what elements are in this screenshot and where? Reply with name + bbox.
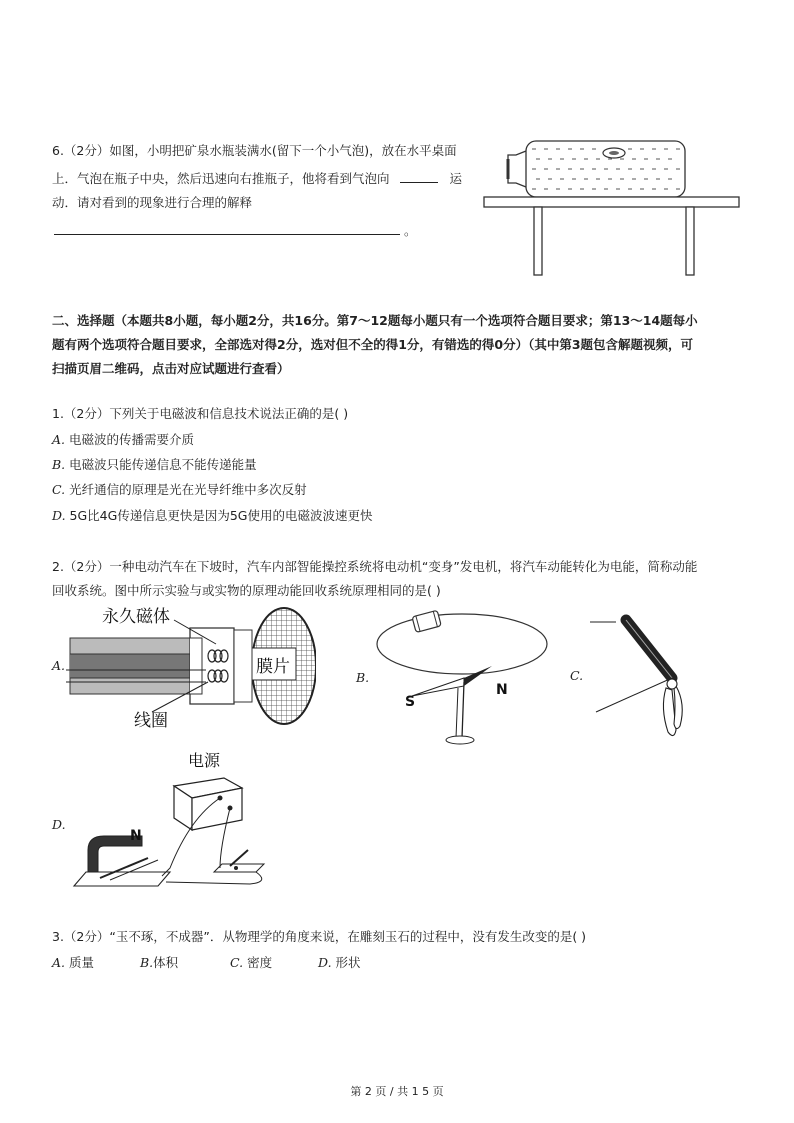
q2-option-d-label[interactable]: D. — [52, 817, 66, 832]
coil-label: 线圈 — [134, 711, 168, 730]
q2-stem-line2: 回收系统。图中所示实验与或实物的原理动能回收系统原理相同的是( ) — [52, 583, 441, 598]
q6-line3: 动．请对看到的现象进行合理的解释 — [52, 195, 253, 210]
q1-option-d[interactable]: D. 5G比4G传递信息更快是因为5G使用的电磁波波速更快 — [52, 508, 373, 523]
q2-stem-line1: 2.（2分）一种电动汽车在下坡时，汽车内部智能操控系统将电动机“变身”发电机，将汽车动能转化为电能，简称动能 — [52, 559, 698, 574]
magnet-north-label: N — [130, 828, 142, 844]
q3-option-a[interactable]: A. 质量 — [52, 955, 95, 970]
q6-end-mark: 。 — [404, 223, 417, 238]
permanent-magnet-label: 永久磁体 — [102, 607, 170, 627]
q3-option-b[interactable]: B.体积 — [140, 955, 179, 970]
q6-answer-blank-1[interactable] — [400, 182, 438, 183]
q6-line1: 6.（2分）如图，小明把矿泉水瓶装满水(留下一个小气泡)，放在水平桌面 — [52, 143, 457, 158]
section2-header-line3: 扫描页眉二维码，点击对应试题进行查看） — [52, 361, 290, 376]
section2-header-line2: 题有两个选项符合题目要求，全部选对得2分，选对但不全的得1分，有错选的得0分）（其中第3题包含解题视频，可 — [52, 337, 694, 352]
q1-option-a[interactable]: A. 电磁波的传播需要介质 — [52, 432, 195, 447]
q3-option-c[interactable]: C. 密度 — [230, 955, 273, 970]
q6-answer-blank-2[interactable] — [54, 222, 400, 235]
motor-circuit-figure — [70, 748, 270, 896]
q3-stem: 3.（2分）“玉不琢，不成器”．从物理学的角度来说，在雕刻玉石的过程中，没有发生改变的是( ) — [52, 929, 587, 944]
page-footer: 第 2 页 / 共 1 5 页 — [350, 1085, 444, 1098]
microphone-figure — [66, 600, 316, 730]
q2-option-c-label[interactable]: C. — [570, 668, 584, 683]
q1-option-c[interactable]: C. 光纤通信的原理是光在光导纤维中多次反射 — [52, 482, 307, 497]
north-pole-label: N — [496, 682, 508, 698]
q3-option-d[interactable]: D. 形状 — [318, 955, 361, 970]
q1-option-b[interactable]: B. 电磁波只能传递信息不能传递能量 — [52, 457, 257, 472]
power-source-box — [174, 778, 242, 830]
table — [484, 197, 739, 275]
rod-figure — [586, 600, 706, 750]
compass-loop-figure — [372, 602, 552, 752]
q2-option-a-label[interactable]: A. — [52, 658, 66, 673]
q6-line2: 上．气泡在瓶子中央，然后迅速向右推瓶子，他将看到气泡向 运 — [52, 171, 463, 186]
membrane-label: 膜片 — [256, 657, 290, 677]
q2-option-b-label[interactable]: B. — [356, 670, 370, 685]
power-source-label: 电源 — [188, 751, 221, 770]
section2-header-line1: 二、选择题（本题共8小题，每小题2分，共16分。第7～12题每小题只有一个选项符合题目要求；第13～14题每小 — [52, 313, 698, 328]
south-pole-label: S — [405, 694, 416, 710]
bottle-on-table-figure — [480, 135, 746, 280]
q1-stem: 1.（2分）下列关于电磁波和信息技术说法正确的是( ) — [52, 406, 349, 421]
